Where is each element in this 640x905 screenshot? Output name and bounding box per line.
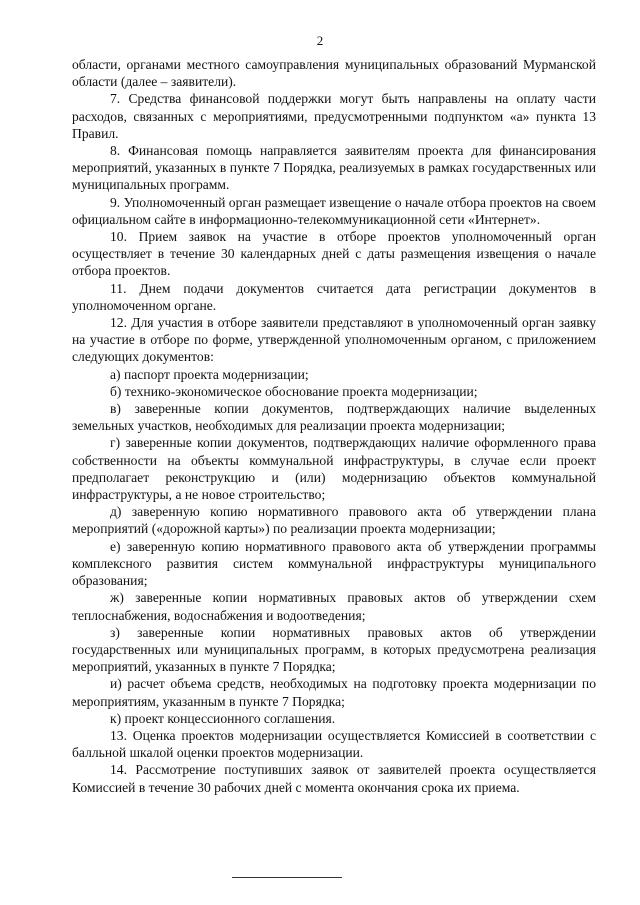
paragraph-continuation: области, органами местного самоуправления муниципальных образований Мурманской области (далее – заявители).	[72, 57, 596, 90]
list-item-g: г) заверенные копии документов, подтверждающих наличие оформленного права собственности на объекты коммунальной инфраструктуры, в случае если проект предполагает реконструкцию и (или) модернизацию объектов коммунальной инфраструктуры, а не новое строительство;	[72, 435, 596, 503]
document-body	[72, 56, 596, 796]
paragraph-12: 12. Для участия в отборе заявители представляют в уполномоченный орган заявку на участие в отборе по форме, утвержденной уполномоченным органом, с приложением следующих документов:	[72, 315, 596, 365]
list-item-a: а) паспорт проекта модернизации;	[110, 366, 309, 382]
paragraph-9: 9. Уполномоченный орган размещает извещение о начале отбора проектов на своем официальном сайте в информационно-телекоммуникационной сети «Интернет».	[72, 194, 596, 227]
list-item-i: и) расчет объема средств, необходимых на подготовку проекта модернизации по мероприятиям, указанным в пункте 7 Порядка;	[72, 676, 596, 709]
list-item-b: б) технико-экономическое обоснование проекта модернизации;	[110, 383, 478, 399]
paragraph-14: 14. Рассмотрение поступивших заявок от заявителей проекта осуществляется Комиссией в течение 30 рабочих дней с момента окончания срока их приема.	[72, 762, 596, 795]
paragraph-8: 8. Финансовая помощь направляется заявителям проекта для финансирования мероприятий, указанных в пункте 7 Порядка, реализуемых в рамках государственных или муниципальных программ.	[72, 143, 596, 193]
list-item-d: д) заверенную копию нормативного правового акта об утверждении плана мероприятий («дорожной карты») по реализации проекта модернизации;	[72, 504, 596, 537]
list-item-zh: ж) заверенные копии нормативных правовых актов об утверждении схем теплоснабжения, водоснабжения и водоотведения;	[72, 590, 596, 623]
page-number: 2	[316, 33, 324, 48]
footer-rule	[232, 877, 342, 878]
list-item-k: к) проект концессионного соглашения.	[110, 710, 336, 726]
paragraph-10: 10. Прием заявок на участие в отборе проектов уполномоченный орган осуществляет в течение 30 календарных дней с даты размещения извещения о начале отбора проектов.	[72, 229, 596, 279]
paragraph-7: 7. Средства финансовой поддержки могут быть направлены на оплату части расходов, связанных с мероприятиями, предусмотренными подпунктом «а» пункта 13 Правил.	[72, 91, 596, 141]
paragraph-11: 11. Днем подачи документов считается дата регистрации документов в уполномоченном органе.	[72, 280, 596, 313]
paragraph-13: 13. Оценка проектов модернизации осуществляется Комиссией в соответствии с балльной шкалой оценки проектов модернизации.	[72, 727, 596, 761]
list-item-v: в) заверенные копии документов, подтверждающих наличие выделенных земельных участков, необходимых для реализации проекта модернизации;	[72, 401, 596, 434]
list-item-z: з) заверенные копии нормативных правовых актов об утверждении государственных или муниципальных программ, в которых предусмотрена реализация мероприятий, указанных в пункте 7 Порядка;	[72, 624, 596, 675]
list-item-e: е) заверенную копию нормативного правового акта об утверждении программы комплексного развития систем коммунальной инфраструктуры муниципального образования;	[72, 538, 596, 589]
